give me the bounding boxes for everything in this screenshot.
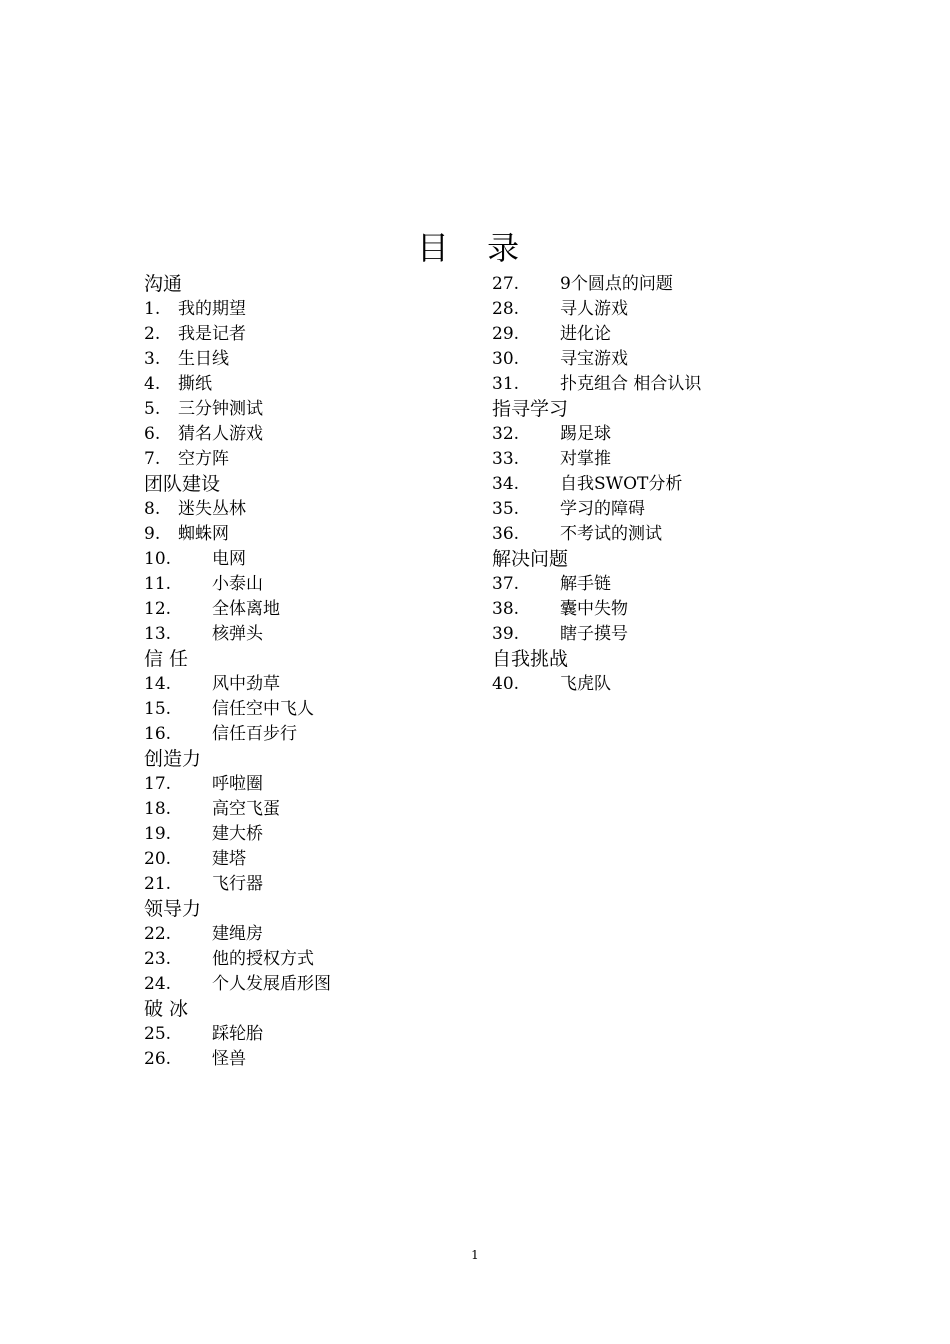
entry-number: 11. — [144, 574, 172, 594]
toc-entry — [492, 572, 812, 597]
section-heading: 领导力 — [144, 898, 202, 920]
entry-title: 电网 — [212, 549, 246, 569]
entry-number: 22. — [144, 924, 172, 944]
toc-entry — [492, 497, 812, 522]
toc-entry — [492, 522, 812, 547]
entry-number: 33. — [492, 449, 520, 469]
entry-title: 自我SWOT分析 — [560, 474, 683, 494]
entry-number: 21. — [144, 874, 172, 894]
entry-number: 30. — [492, 349, 520, 369]
entry-number: 13. — [144, 624, 172, 644]
entry-number: 39. — [492, 624, 520, 644]
toc-entry — [492, 422, 812, 447]
entry-title: 瞎子摸号 — [560, 624, 628, 644]
entry-title: 我的期望 — [178, 299, 246, 319]
toc-entry — [144, 297, 464, 322]
entry-number: 6. — [144, 424, 161, 444]
section-heading: 创造力 — [144, 748, 202, 770]
entry-number: 2. — [144, 324, 161, 344]
toc-entry — [492, 447, 812, 472]
entry-number: 20. — [144, 849, 172, 869]
entry-title: 撕纸 — [178, 374, 212, 394]
toc-entry — [144, 622, 464, 647]
entry-number: 15. — [144, 699, 172, 719]
toc-entry — [492, 597, 812, 622]
entry-number: 36. — [492, 524, 520, 544]
entry-number: 27. — [492, 274, 520, 294]
entry-number: 12. — [144, 599, 172, 619]
entry-number: 31. — [492, 374, 520, 394]
entry-number: 23. — [144, 949, 172, 969]
toc-entry — [144, 722, 464, 747]
toc-entry — [144, 322, 464, 347]
toc-entry — [492, 672, 812, 697]
entry-number: 25. — [144, 1024, 172, 1044]
toc-entry — [144, 347, 464, 372]
entry-title: 信任百步行 — [212, 724, 297, 744]
entry-number: 1. — [144, 299, 161, 319]
entry-title: 学习的障碍 — [560, 499, 645, 519]
toc-entry — [492, 372, 812, 397]
entry-title: 踩轮胎 — [212, 1024, 263, 1044]
entry-title: 寻人游戏 — [560, 299, 628, 319]
entry-number: 5. — [144, 399, 161, 419]
toc-entry — [144, 947, 464, 972]
entry-number: 17. — [144, 774, 172, 794]
toc-entry — [144, 672, 464, 697]
entry-title: 进化论 — [560, 324, 611, 344]
entry-number: 35. — [492, 499, 520, 519]
toc-entry — [144, 772, 464, 797]
section-heading: 沟通 — [144, 273, 183, 295]
entry-number: 24. — [144, 974, 172, 994]
entry-number: 26. — [144, 1049, 172, 1069]
entry-title: 寻宝游戏 — [560, 349, 628, 369]
entry-title: 囊中失物 — [560, 599, 628, 619]
entry-title: 我是记者 — [178, 324, 246, 344]
entry-title: 核弹头 — [212, 624, 263, 644]
entry-title: 蜘蛛网 — [178, 524, 229, 544]
toc-title: 目 录 — [416, 229, 534, 267]
toc-entry — [144, 822, 464, 847]
toc-entry — [144, 697, 464, 722]
entry-number: 8. — [144, 499, 161, 519]
entry-title: 全体离地 — [212, 599, 280, 619]
entry-number: 18. — [144, 799, 172, 819]
entry-number: 9. — [144, 524, 161, 544]
entry-title: 呼啦圈 — [212, 774, 263, 794]
entry-number: 28. — [492, 299, 520, 319]
toc-entry — [144, 797, 464, 822]
toc-entry — [144, 572, 464, 597]
entry-title: 个人发展盾形图 — [212, 974, 331, 994]
toc-right-column — [492, 272, 812, 697]
entry-number: 38. — [492, 599, 520, 619]
toc-entry — [144, 872, 464, 897]
toc-entry — [144, 1047, 464, 1072]
toc-left-column — [144, 272, 464, 1072]
section-heading: 自我挑战 — [492, 648, 569, 670]
entry-title: 解手链 — [560, 574, 611, 594]
toc-entry — [144, 922, 464, 947]
toc-entry — [144, 397, 464, 422]
entry-title: 信任空中飞人 — [212, 699, 314, 719]
entry-title: 风中劲草 — [212, 674, 280, 694]
entry-number: 34. — [492, 474, 520, 494]
section-heading: 团队建设 — [144, 473, 221, 495]
toc-entry — [144, 847, 464, 872]
entry-title: 空方阵 — [178, 449, 229, 469]
toc-entry — [492, 322, 812, 347]
section-heading: 解决问题 — [492, 548, 569, 570]
entry-number: 40. — [492, 674, 520, 694]
section-heading: 信 任 — [144, 648, 189, 670]
toc-entry — [144, 422, 464, 447]
toc-entry — [144, 547, 464, 572]
entry-title: 对掌推 — [560, 449, 611, 469]
toc-entry — [144, 597, 464, 622]
section-heading: 破 冰 — [144, 998, 189, 1020]
entry-number: 16. — [144, 724, 172, 744]
entry-title: 怪兽 — [212, 1049, 246, 1069]
toc-entry — [144, 1022, 464, 1047]
toc-entry — [492, 622, 812, 647]
toc-entry — [492, 272, 812, 297]
entry-number: 14. — [144, 674, 172, 694]
entry-title: 建大桥 — [212, 824, 263, 844]
entry-title: 小泰山 — [212, 574, 263, 594]
page-number: 1 — [471, 1248, 479, 1262]
entry-title: 高空飞蛋 — [212, 799, 280, 819]
toc-entry — [144, 447, 464, 472]
entry-number: 4. — [144, 374, 161, 394]
entry-number: 32. — [492, 424, 520, 444]
section-heading: 指寻学习 — [492, 398, 569, 420]
entry-title: 飞行器 — [212, 874, 263, 894]
entry-title: 三分钟测试 — [178, 399, 263, 419]
toc-entry — [144, 972, 464, 997]
entry-title: 扑克组合 相合认识 — [560, 374, 702, 394]
toc-entry — [492, 347, 812, 372]
toc-entry — [144, 522, 464, 547]
entry-title: 迷失丛林 — [178, 499, 246, 519]
entry-number: 10. — [144, 549, 172, 569]
entry-title: 踢足球 — [560, 424, 611, 444]
entry-number: 19. — [144, 824, 172, 844]
toc-entry — [492, 472, 812, 497]
entry-title: 9个圆点的问题 — [560, 274, 673, 294]
entry-title: 生日线 — [178, 349, 229, 369]
entry-title: 不考试的测试 — [560, 524, 662, 544]
entry-title: 他的授权方式 — [212, 949, 314, 969]
toc-entry — [144, 372, 464, 397]
entry-title: 建塔 — [212, 849, 246, 869]
entry-number: 29. — [492, 324, 520, 344]
toc-entry — [144, 497, 464, 522]
entry-title: 猜名人游戏 — [178, 424, 263, 444]
entry-number: 37. — [492, 574, 520, 594]
entry-number: 7. — [144, 449, 161, 469]
entry-number: 3. — [144, 349, 161, 369]
entry-title: 建绳房 — [212, 924, 263, 944]
entry-title: 飞虎队 — [560, 674, 611, 694]
toc-entry — [492, 297, 812, 322]
